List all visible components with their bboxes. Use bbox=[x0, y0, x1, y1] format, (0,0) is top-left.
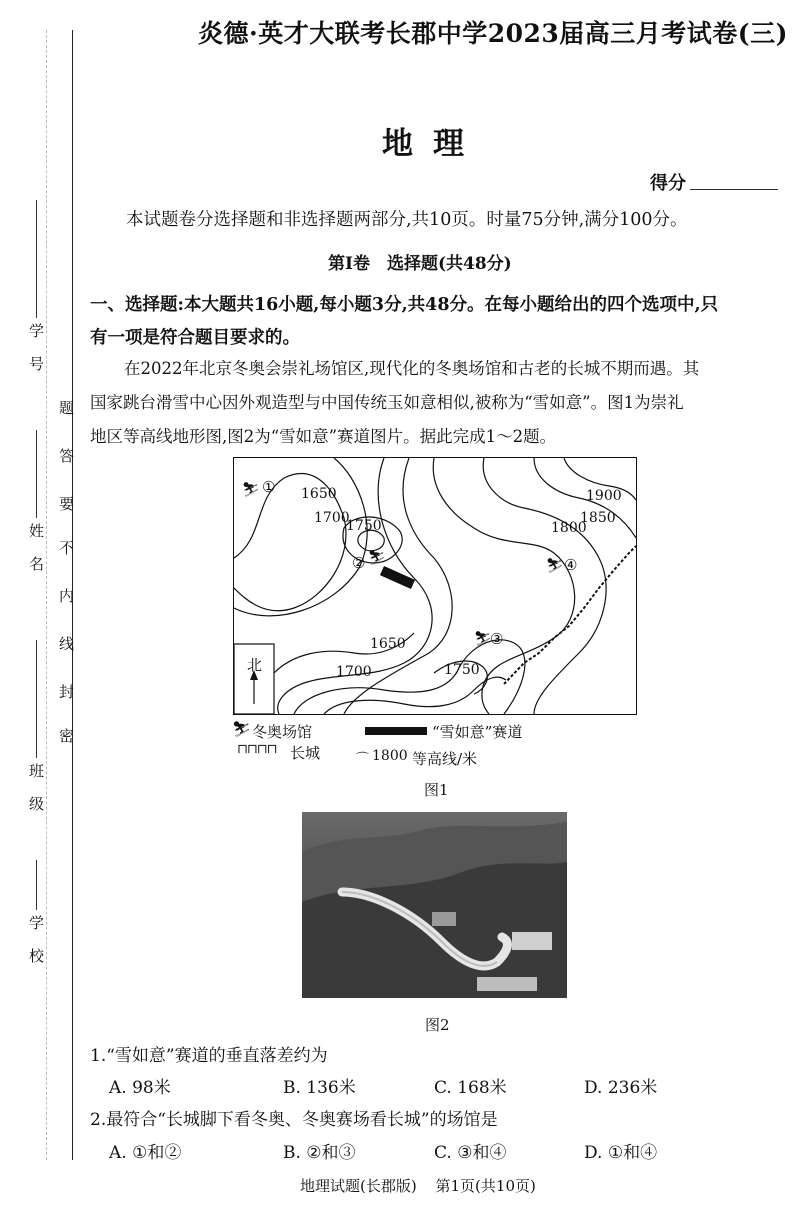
passage-line-1: 在2022年北京冬奥会崇礼场馆区,现代化的冬奥场馆和古老的长城不期而遇。其 bbox=[124, 359, 700, 378]
legend-track-label: “雪如意”赛道 bbox=[432, 723, 523, 741]
figure-2-caption: 图2 bbox=[425, 1016, 450, 1034]
seal-char-6: 线 bbox=[57, 636, 75, 652]
question-1-option-a[interactable]: A. 98米 bbox=[109, 1078, 171, 1098]
question-1-option-c[interactable]: C. 168米 bbox=[434, 1078, 507, 1098]
legend-wall-symbol: ⊓⊓⊓⊓ bbox=[237, 742, 277, 757]
contour-label-1700-a: 1700 bbox=[314, 510, 350, 526]
contour-label-1700-b: 1700 bbox=[336, 664, 372, 680]
class-label: 班级 bbox=[27, 762, 45, 829]
student-id-field[interactable] bbox=[26, 200, 47, 389]
question-1-option-b[interactable]: B. 136米 bbox=[283, 1078, 356, 1098]
contour-label-1850: 1850 bbox=[580, 510, 616, 526]
contour-line bbox=[324, 677, 506, 714]
venue-1 bbox=[242, 482, 260, 498]
student-id-label: 学号 bbox=[27, 322, 45, 389]
seal-char-4: 不 bbox=[57, 540, 75, 556]
seal-char-8: 密 bbox=[57, 728, 75, 744]
seal-char-1: 题 bbox=[57, 400, 75, 416]
contour-map bbox=[233, 457, 637, 715]
name-field[interactable] bbox=[26, 430, 47, 589]
question-1-stem: 1.“雪如意”赛道的垂直落差约为 bbox=[90, 1046, 328, 1066]
venue-2 bbox=[368, 550, 386, 566]
footer-page-number: 第1页(共10页) bbox=[435, 1177, 536, 1195]
subject-title: 地理 bbox=[382, 126, 484, 162]
venue-label-3: ③ bbox=[490, 630, 504, 648]
page-footer bbox=[300, 1175, 550, 1196]
venue-label-4: ④ bbox=[564, 556, 578, 574]
photo-building-1 bbox=[512, 932, 552, 950]
contour-label-1800: 1800 bbox=[551, 520, 587, 536]
footer-exam-name: 地理试题(长郡版) bbox=[300, 1177, 417, 1195]
seal-char-3: 要 bbox=[57, 496, 75, 512]
school-field[interactable] bbox=[26, 860, 47, 981]
svg-text:⛷: ⛷ bbox=[474, 631, 492, 647]
photo-building-2 bbox=[477, 977, 537, 991]
venue-4 bbox=[546, 558, 564, 574]
contour-label-1750-a: 1750 bbox=[346, 518, 382, 534]
legend-track-symbol bbox=[365, 727, 427, 735]
ski-jump-photo-svg bbox=[302, 812, 567, 998]
seal-char-7: 封 bbox=[57, 684, 75, 700]
contour-label-1650-a: 1650 bbox=[301, 486, 337, 502]
part-heading: 第Ⅰ卷 选择题(共48分) bbox=[328, 254, 512, 274]
passage-line-2: 国家跳台滑雪中心因外观造型与中国传统玉如意相似,被称为“雪如意”。图1为崇礼 bbox=[90, 393, 684, 412]
snow-ruyi-track bbox=[380, 566, 415, 589]
passage-line-3: 地区等高线地形图,图2为“雪如意”赛道图片。据此完成1～2题。 bbox=[90, 427, 557, 446]
section-line-2: 有一项是符合题目要求的。 bbox=[90, 328, 300, 348]
seal-char-5: 内 bbox=[57, 588, 75, 604]
legend-contour-value: 1800 bbox=[372, 748, 408, 764]
section-instructions bbox=[90, 289, 790, 355]
exam-title: 炎德·英才大联考长郡中学2023届高三月考试卷(三) bbox=[198, 19, 788, 48]
contour-map-svg bbox=[234, 458, 636, 714]
legend-venue-label: 冬奥场馆 bbox=[252, 723, 313, 741]
question-2-option-b[interactable]: B. ②和③ bbox=[283, 1143, 356, 1163]
legend-contour-label: 等高线/米 bbox=[412, 750, 478, 768]
legend-wall-label: 长城 bbox=[290, 744, 321, 762]
ski-jump-photo bbox=[302, 812, 567, 998]
legend-venue-icon: ⛷ bbox=[232, 720, 252, 738]
svg-text:⛷: ⛷ bbox=[242, 482, 260, 498]
photo-building-3 bbox=[432, 912, 456, 926]
venue-label-1: ① bbox=[262, 478, 276, 496]
venue-label-2: ② bbox=[352, 554, 366, 572]
intro-text: 本试题卷分选择题和非选择题两部分,共10页。时量75分钟,满分100分。 bbox=[126, 210, 688, 230]
school-label: 学校 bbox=[27, 914, 45, 981]
svg-text:⛷: ⛷ bbox=[546, 558, 564, 574]
north-label: 北 bbox=[247, 656, 263, 674]
question-2-option-d[interactable]: D. ①和④ bbox=[584, 1143, 658, 1163]
seal-char-2: 答 bbox=[57, 448, 75, 464]
passage bbox=[90, 352, 786, 454]
class-field[interactable] bbox=[26, 640, 47, 829]
contour-label-1650-b: 1650 bbox=[370, 636, 406, 652]
contour-label-1900: 1900 bbox=[586, 488, 622, 504]
question-2-stem: 2.最符合“长城脚下看冬奥、冬奥赛场看长城”的场馆是 bbox=[90, 1110, 498, 1130]
name-label: 姓名 bbox=[27, 522, 45, 589]
svg-text:⛷: ⛷ bbox=[368, 550, 386, 566]
contour-label-1750-b: 1750 bbox=[444, 662, 480, 678]
question-2-option-c[interactable]: C. ③和④ bbox=[434, 1143, 507, 1163]
question-2-option-a[interactable]: A. ①和② bbox=[109, 1143, 182, 1163]
legend-contour-symbol: ⌒ bbox=[356, 752, 370, 767]
question-1-option-d[interactable]: D. 236米 bbox=[584, 1078, 658, 1098]
score-input-line[interactable] bbox=[690, 189, 778, 190]
score-label: 得分 bbox=[650, 173, 686, 194]
figure-1-caption: 图1 bbox=[424, 781, 449, 799]
section-line-1: 一、选择题:本大题共16小题,每小题3分,共48分。在每小题给出的四个选项中,只 bbox=[90, 295, 719, 315]
